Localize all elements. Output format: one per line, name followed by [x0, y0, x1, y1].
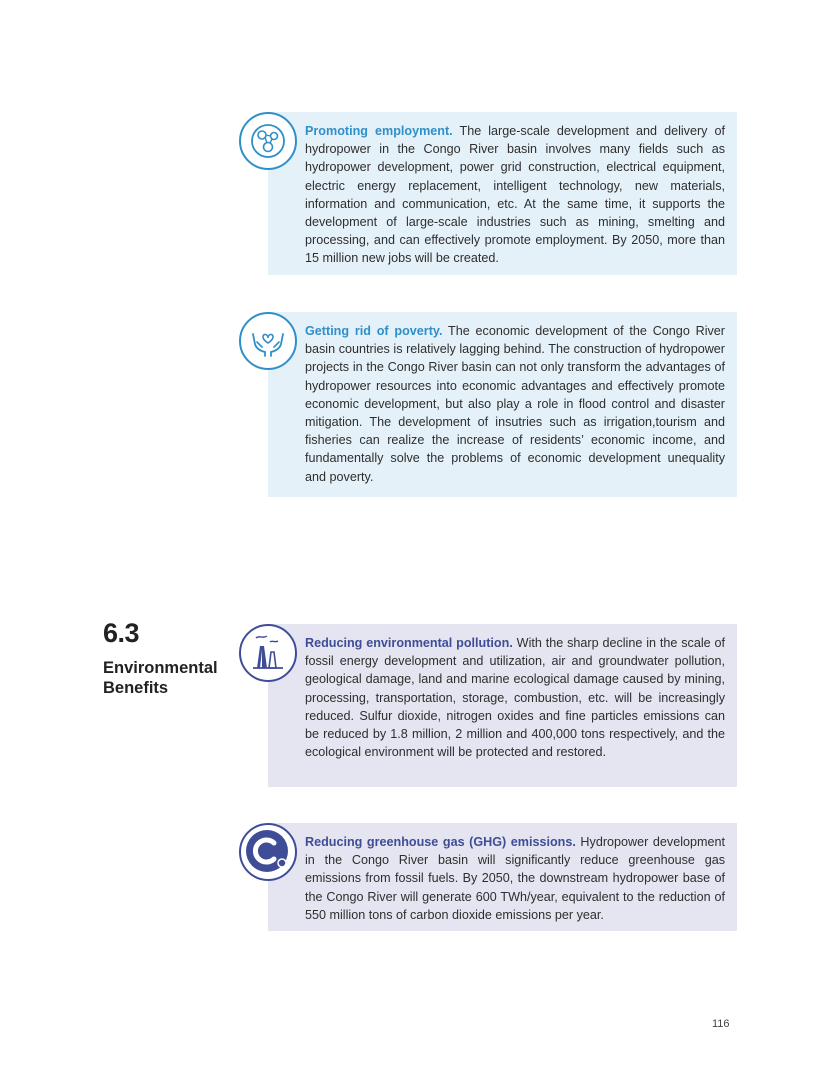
employment-paragraph — [305, 122, 725, 268]
network-molecule-icon — [239, 112, 297, 170]
carbon-c-icon — [239, 823, 297, 881]
poverty-lead: Getting rid of poverty. — [305, 324, 443, 338]
poverty-body: The economic development of the Congo River basin countries is relatively lagging behind. The construction of hydropower projects in the Congo River basin can not only transform the advantages of hydropower resources into economic advantages and effectively promote economic development, but also play a role in flood control and disaster mitigation. The development of insutries such as irrigation,tourism and fisheries can realize the increase of residents’ economic income, and fundamentally solve the problems of economic development unequality and poverty. — [305, 324, 725, 484]
employment-text-box — [268, 112, 737, 275]
ghg-body: Hydropower development in the Congo River basin will significantly reduce greenhouse gas emissions from fossil fuels. By 2050, the downstream hydropower base of the Congo River will generate 600 TWh/year, equivalent to the reduction of 550 million tons of carbon dioxide emissions per year. — [305, 835, 725, 922]
section-title: Environmental Benefits — [103, 659, 218, 697]
section-number: 6.3 — [103, 618, 140, 648]
employment-body: The large-scale development and delivery of hydropower in the Congo River basin involves many fields such as hydropower development, power grid construction, electrical equipment, electric energy replacement, intelligent technology, new materials, information and communication, etc. At the same time, it supports the development of large-scale industries such as mining, smelting and processing, and can effectively promote employment. By 2050, more than 15 million new jobs will be created. — [305, 124, 726, 266]
factory-chimney-icon — [239, 624, 297, 682]
pollution-paragraph — [305, 634, 725, 761]
pollution-lead: Reducing environmental pollution. — [305, 636, 513, 650]
page-number: 116 — [712, 1018, 730, 1030]
hands-heart-icon — [239, 312, 297, 370]
employment-lead: Promoting employment. — [305, 124, 453, 138]
poverty-text-box — [268, 312, 737, 497]
pollution-text-box — [268, 624, 737, 787]
ghg-lead: Reducing greenhouse gas (GHG) emissions. — [305, 835, 576, 849]
ghg-paragraph — [305, 833, 725, 924]
pollution-body: With the sharp decline in the scale of fossil energy development and utilization, air and groundwater pollution, geological damage, land and marine ecological damage caused by mining, processing, transportation, storage, combustion, etc. will be increasingly reduced. Sulfur dioxide, nitrogen oxides and fine particles emissions can be reduced by 1.8 million, 2 million and 400,000 tons respectively, and the ecological environment will be protected and restored. — [305, 636, 726, 760]
ghg-text-box — [268, 823, 737, 931]
poverty-paragraph — [305, 322, 725, 486]
